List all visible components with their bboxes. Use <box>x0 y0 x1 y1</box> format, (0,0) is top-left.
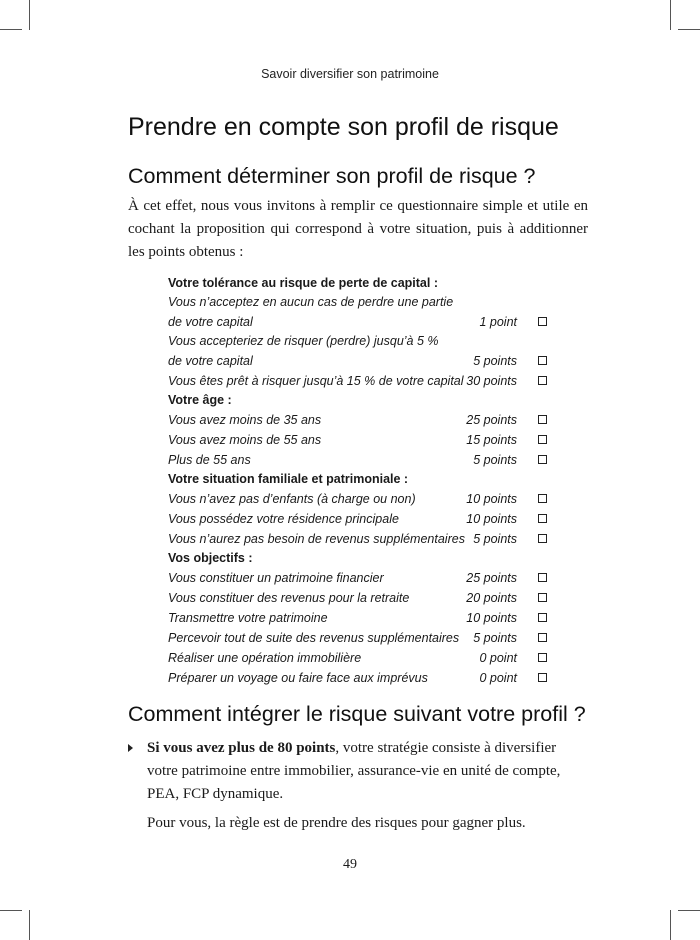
option-checkbox[interactable] <box>538 435 547 444</box>
intro-paragraph: À cet effet, nous vous invitons à remplir ce questionnaire simple et utile en cochant la proposition qui correspond à votre situation, puis à additionner les points obtenus : <box>128 198 588 260</box>
option-checkbox[interactable] <box>538 534 547 543</box>
option-points: 1 point <box>479 315 517 329</box>
option-line <box>168 292 548 312</box>
option-row <box>168 430 548 450</box>
crop-mark <box>29 910 30 940</box>
bullet-item <box>128 737 588 835</box>
bullet-arrow-icon <box>128 744 133 752</box>
crop-mark <box>670 0 671 30</box>
option-text: Vous n’acceptez en aucun cas de perdre une partie <box>168 295 454 309</box>
option-row <box>168 450 548 470</box>
option-text: Vous êtes prêt à risquer jusqu’à 15 % de votre capital <box>168 374 464 388</box>
option-checkbox[interactable] <box>538 415 547 424</box>
bullet-text: , votre stratégie consiste à diversifier votre patrimoine entre immobilier, assurance-vie en unité de compte, PEA, FCP dynamique. <box>147 740 561 802</box>
option-row <box>168 588 548 608</box>
crop-mark <box>678 29 700 30</box>
question-heading-age <box>168 390 548 410</box>
option-row <box>168 648 548 668</box>
option-text: de votre capital <box>168 354 253 368</box>
option-row <box>168 489 548 509</box>
option-points: 15 points <box>466 433 517 447</box>
option-checkbox[interactable] <box>538 613 547 622</box>
option-line <box>168 331 548 351</box>
option-text: Vous constituer des revenus pour la retraite <box>168 591 410 605</box>
option-points: 10 points <box>466 492 517 506</box>
question-heading-objectives <box>168 548 548 568</box>
question-heading-text: Votre âge : <box>168 393 232 407</box>
option-row <box>168 509 548 529</box>
option-text: Vous possédez votre résidence principale <box>168 512 399 526</box>
option-text: Vous n’aurez pas besoin de revenus supplémentaires <box>168 532 465 546</box>
section-heading-determine: Comment déterminer son profil de risque ? <box>128 164 536 188</box>
option-points: 5 points <box>473 631 517 645</box>
section-heading-integrate: Comment intégrer le risque suivant votre profil ? <box>128 702 586 726</box>
option-text: de votre capital <box>168 315 253 329</box>
option-row <box>168 351 548 371</box>
followup-paragraph: Pour vous, la règle est de prendre des risques pour gagner plus. <box>147 815 526 831</box>
question-heading-capital <box>168 273 548 293</box>
option-row <box>168 608 548 628</box>
option-row <box>168 668 548 688</box>
question-heading-family <box>168 469 548 489</box>
bullet-paragraph <box>147 737 588 806</box>
option-checkbox[interactable] <box>538 356 547 365</box>
option-row <box>168 628 548 648</box>
bullet-emphasis: Si vous avez plus de 80 points <box>147 740 336 756</box>
option-text: Percevoir tout de suite des revenus supplémentaires <box>168 631 460 645</box>
option-row <box>168 568 548 588</box>
option-points: 30 points <box>466 374 517 388</box>
page-number: 49 <box>343 857 357 872</box>
option-points: 10 points <box>466 611 517 625</box>
option-text: Préparer un voyage ou faire face aux imprévus <box>168 671 428 685</box>
crop-mark <box>0 910 22 911</box>
crop-mark <box>670 910 671 940</box>
option-checkbox[interactable] <box>538 673 547 682</box>
option-text: Réaliser une opération immobilière <box>168 651 362 665</box>
option-text: Vous avez moins de 55 ans <box>168 433 322 447</box>
option-checkbox[interactable] <box>538 376 547 385</box>
option-checkbox[interactable] <box>538 633 547 642</box>
option-row <box>168 371 548 391</box>
crop-mark <box>29 0 30 30</box>
running-head: Savoir diversifier son patrimoine <box>261 67 439 81</box>
option-text: Vous avez moins de 35 ans <box>168 413 322 427</box>
option-points: 5 points <box>473 453 517 467</box>
option-checkbox[interactable] <box>538 653 547 662</box>
option-points: 20 points <box>466 591 517 605</box>
option-checkbox[interactable] <box>538 573 547 582</box>
option-points: 0 point <box>479 651 517 665</box>
option-text: Vous accepteriez de risquer (perdre) jusqu’à 5 % <box>168 334 439 348</box>
option-text: Transmettre votre patrimoine <box>168 611 328 625</box>
option-text: Vous n’avez pas d’enfants (à charge ou non) <box>168 492 416 506</box>
page-title: Prendre en compte son profil de risque <box>128 113 559 141</box>
option-checkbox[interactable] <box>538 317 547 326</box>
option-points: 25 points <box>466 413 517 427</box>
question-heading-text: Vos objectifs : <box>168 551 253 565</box>
option-points: 10 points <box>466 512 517 526</box>
question-heading-text: Votre situation familiale et patrimoniale : <box>168 472 409 486</box>
option-text: Plus de 55 ans <box>168 453 251 467</box>
question-heading-text: Votre tolérance au risque de perte de capital : <box>168 276 438 290</box>
option-checkbox[interactable] <box>538 494 547 503</box>
option-points: 25 points <box>466 571 517 585</box>
option-row <box>168 529 548 549</box>
option-text: Vous constituer un patrimoine financier <box>168 571 384 585</box>
option-row <box>168 312 548 332</box>
crop-mark <box>678 910 700 911</box>
option-checkbox[interactable] <box>538 514 547 523</box>
option-checkbox[interactable] <box>538 455 547 464</box>
option-points: 5 points <box>473 532 517 546</box>
option-points: 5 points <box>473 354 517 368</box>
option-checkbox[interactable] <box>538 593 547 602</box>
option-points: 0 point <box>479 671 517 685</box>
crop-mark <box>0 29 22 30</box>
option-row <box>168 410 548 430</box>
